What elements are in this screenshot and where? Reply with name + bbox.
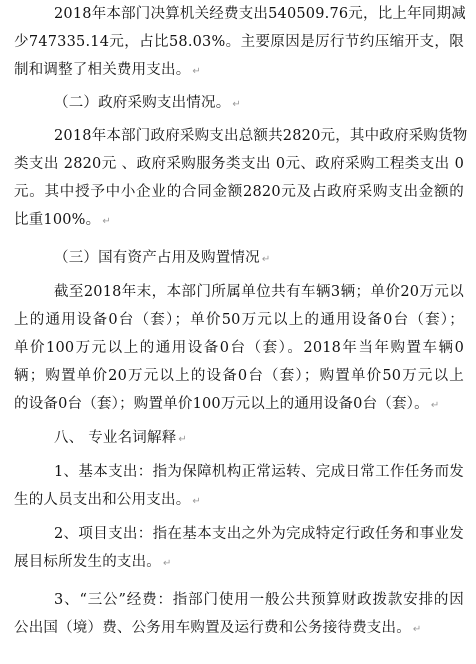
text-line — [14, 618, 466, 640]
line-text: 元。其中授予中小企业的合同金额2820元及占政府采购支出金额的 — [14, 184, 464, 200]
text-line — [14, 93, 466, 115]
text-line — [14, 182, 464, 202]
line-text: （二）政府采购支出情况。 — [54, 95, 231, 111]
paragraph-mark-icon: ↵ — [192, 66, 201, 77]
text-line — [14, 32, 464, 52]
line-text: 类支出 2820元 、政府采购服务类支出 0元、政府采购工程类支出 0 — [14, 156, 464, 172]
paragraph-mark-icon: ↵ — [192, 496, 201, 507]
text-line — [14, 4, 464, 24]
text-line — [14, 154, 464, 174]
line-text: 公出国（境）费、公务用车购置及运行费和公务接待费支出。 — [14, 620, 411, 636]
paragraph-mark-icon: ↵ — [232, 99, 241, 110]
text-line — [14, 126, 468, 146]
paragraph-mark-icon: ↵ — [102, 216, 111, 227]
text-line — [14, 490, 466, 512]
line-text: 比重100%。 — [14, 212, 101, 228]
line-text: 的设备0台（套）；购置单价100万元以上的通用设备0台（套）。 — [14, 396, 429, 412]
text-line — [14, 590, 464, 610]
line-text: 辆；购置单价20万元以上的设备0台（套）；购置单价50万元以上 — [14, 368, 464, 384]
text-line — [14, 248, 466, 270]
text-line — [14, 428, 466, 450]
line-text: 展目标所发生的支出。 — [14, 554, 161, 570]
text-line — [14, 210, 466, 232]
line-text: 少747335.14元，占比58.03%。主要原因是厉行节约压缩开支，限 — [14, 34, 464, 50]
line-text: （三）国有资产占用及购置情况 — [54, 250, 260, 266]
text-line — [14, 552, 466, 574]
text-line — [14, 60, 466, 82]
line-text: 上的通用设备0台（套）；单价50万元以上的通用设备0台（套）； — [14, 312, 464, 328]
line-text: 截至2018年末，本部门所属单位共有车辆3辆；单价20万元以 — [54, 284, 464, 300]
line-text: 1、基本支出：指为保障机构正常运转、完成日常工作任务而发 — [54, 464, 464, 480]
paragraph-mark-icon: ↵ — [261, 254, 271, 265]
text-line — [14, 394, 466, 416]
line-text: 八、 专业名词解释 — [54, 430, 177, 446]
text-line — [14, 282, 464, 302]
text-line — [14, 366, 464, 386]
text-line — [14, 310, 464, 330]
paragraph-mark-icon: ↵ — [163, 558, 172, 569]
line-text: 2018年本部门决算机关经费支出540509.76元，比上年同期减 — [54, 6, 466, 22]
paragraph-mark-icon: ↵ — [430, 400, 440, 411]
line-text: 生的人员支出和公用支出。 — [14, 492, 191, 508]
paragraph-mark-icon: ↵ — [178, 434, 188, 445]
text-line — [14, 338, 464, 358]
text-line — [14, 462, 464, 482]
text-line — [14, 524, 464, 544]
line-text: 3、“三公”经费：指部门使用一般公共预算财政拨款安排的因 — [54, 592, 464, 608]
paragraph-mark-icon: ↵ — [412, 624, 422, 635]
line-text: 2、项目支出：指在基本支出之外为完成特定行政任务和事业发 — [54, 526, 464, 542]
line-text: 制和调整了相关费用支出。 — [14, 62, 191, 78]
line-text: 单价100万元以上的通用设备0台（套）。2018年当年购置车辆0 — [14, 340, 464, 356]
line-text: 2018年本部门政府采购支出总额共2820元，其中政府采购货物 — [54, 128, 468, 144]
